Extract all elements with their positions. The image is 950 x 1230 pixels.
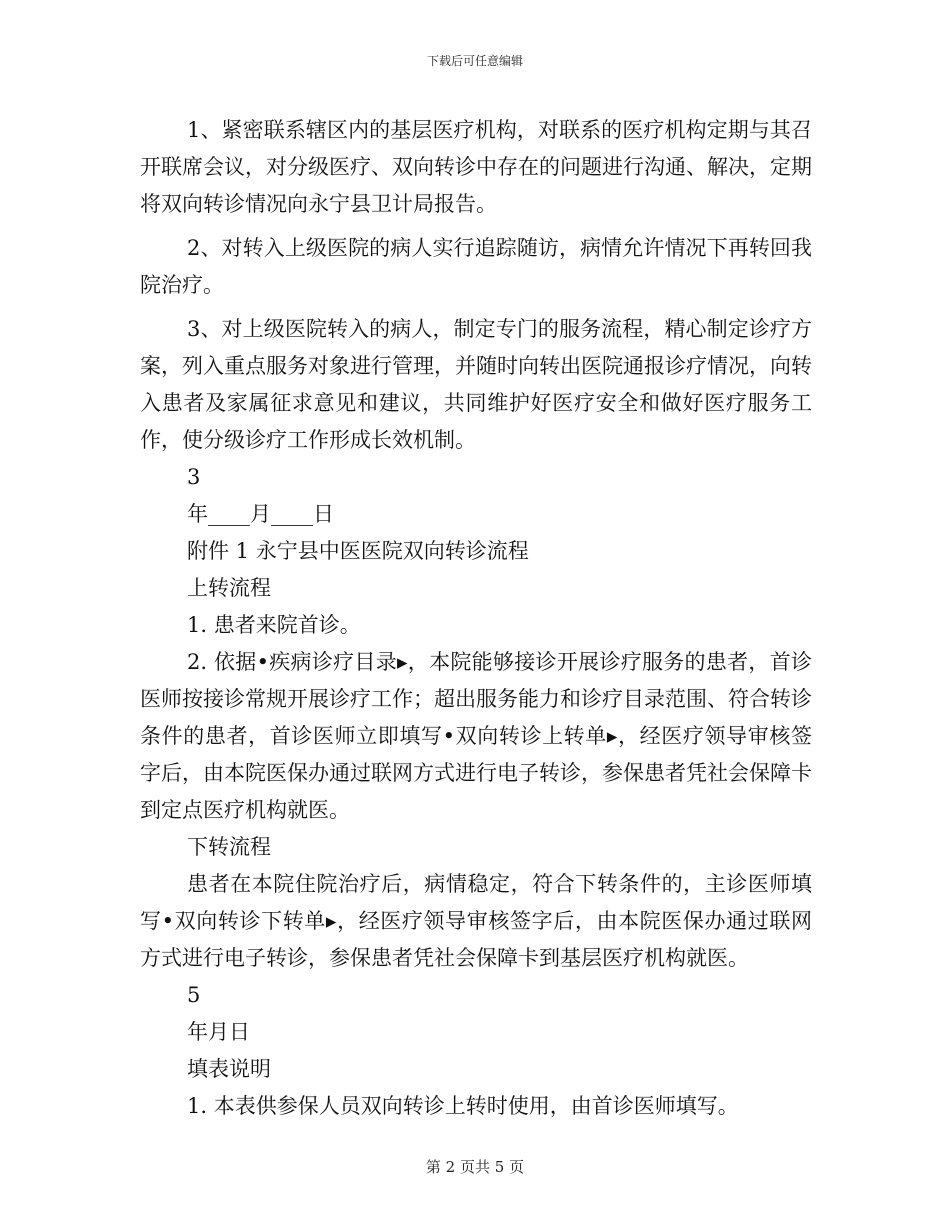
paragraph-1: 1、紧密联系辖区内的基层医疗机构，对联系的医疗机构定期与其召开联席会议，对分级医疗、双向转诊中存在的问题进行沟通、解决，定期将双向转诊情况向永宁县卫计局报告。 [140, 118, 812, 216]
paragraph-3: 3、对上级医院转入的病人，制定专门的服务流程，精心制定诊疗方案，列入重点服务对象进行管理，并随时向转出医院通报诊疗情况，向转入患者及家属征求意见和建议，共同维护好医疗安全和做好医疗服务工作，使分级诊疗工作形成长效机制。 [140, 317, 812, 452]
paragraph-2: 2、对转入上级医院的病人实行追踪随访，病情允许情况下再转回我院治疗。 [140, 236, 812, 297]
upward-step-1: 1. 患者来院首诊。 [187, 613, 361, 637]
document-body [140, 112, 812, 1125]
page-header: 下载后可任意编辑 [426, 54, 523, 68]
downward-transfer-paragraph: 患者在本院住院治疗后，病情稳定，符合下转条件的，主诊医师填写•双向转诊下转单▸，经医疗领导审核签字后，由本院医保办通过联网方式进行电子转诊，参保患者凭社会保障卡到基层医疗机构就医。 [140, 872, 812, 970]
form-instruction-1: 1. 本表供参保人员双向转诊上转时使用，由首诊医师填写。 [187, 1094, 739, 1118]
line-number-3: 3 [187, 465, 201, 489]
downward-transfer-heading: 下转流程 [187, 835, 271, 859]
upward-transfer-heading: 上转流程 [187, 576, 271, 600]
appendix-title: 附件 1 永宁县中医医院双向转诊流程 [187, 539, 529, 563]
date-blank-line: 年____月____日 [187, 502, 334, 526]
date-line: 年月日 [187, 1020, 250, 1044]
form-instructions-heading: 填表说明 [187, 1057, 271, 1081]
page-footer: 第 2 页共 5 页 [425, 1158, 525, 1176]
line-number-5: 5 [187, 983, 201, 1007]
upward-step-2: 2. 依据•疾病诊疗目录▸，本院能够接诊开展诊疗服务的患者，首诊医师按接诊常规开展诊疗工作；超出服务能力和诊疗目录范围、符合转诊条件的患者，首诊医师立即填写•双向转诊上转单▸，经医疗领导审核签字后，由本院医保办通过联网方式进行电子转诊，参保患者凭社会保障卡到定点医疗机构就医。 [140, 650, 812, 822]
